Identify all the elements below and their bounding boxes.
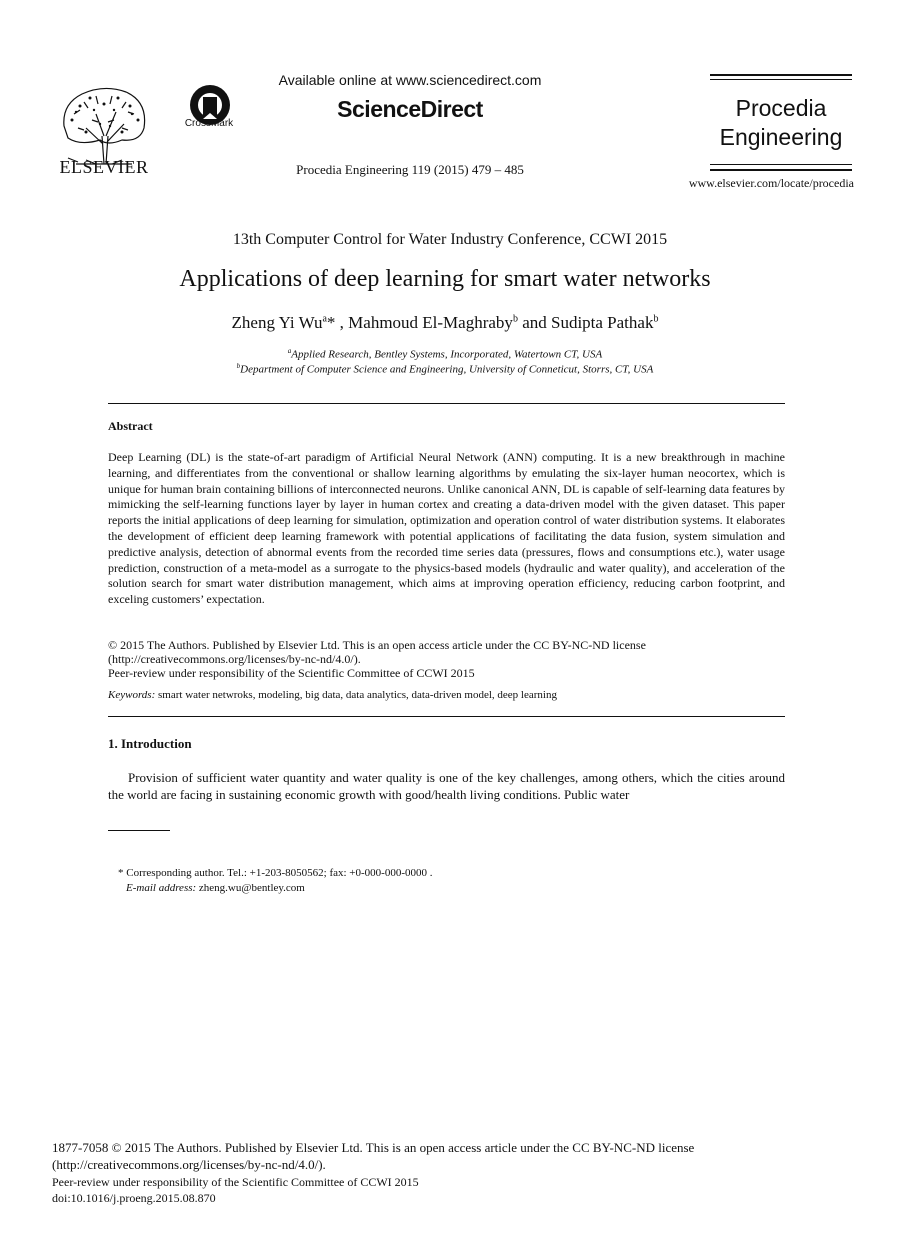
journal-title-rule <box>710 164 852 165</box>
crossmark-label: CrossMark <box>184 118 234 129</box>
author-affiliation-mark: b <box>653 313 659 325</box>
author-affiliation-mark: a <box>322 313 327 325</box>
affiliation <box>60 362 830 376</box>
divider <box>108 403 785 404</box>
journal-title-rule <box>710 79 852 80</box>
peer-review-notice: Peer-review under responsibility of the Scientific Committee of CCWI 2015 <box>108 666 475 680</box>
author-name: Zheng Yi Wu <box>231 313 323 332</box>
affiliation-mark: b <box>236 362 241 370</box>
section-heading: 1. Introduction <box>108 736 192 751</box>
author-list <box>40 313 850 333</box>
author-name: Sudipta Pathak <box>550 313 654 332</box>
license-link[interactable]: (http://creativecommons.org/licenses/by-nc-nd/4.0/). <box>108 652 361 666</box>
divider <box>108 716 785 717</box>
introduction-body: Provision of sufficient water quantity and water quality is one of the key challenges, among others, which the cities around the world are facing in sustaining economic growth with good/health living conditions. Public water <box>108 770 785 802</box>
journal-url-link[interactable]: www.elsevier.com/locate/procedia <box>688 176 854 190</box>
affiliation-text: Applied Research, Bentley Systems, Incorporated, Watertown CT, USA <box>291 348 603 361</box>
footnote-rule <box>108 830 170 831</box>
footer-issn-license: 1877-7058 © 2015 The Authors. Published by Elsevier Ltd. This is an open access article under the CC BY-NC-ND license <box>52 1140 695 1155</box>
author-separator: and <box>517 313 551 332</box>
author-name: Mahmoud El-Maghraby <box>348 313 513 332</box>
journal-reference: Procedia Engineering 119 (2015) 479 – 485 <box>296 162 524 177</box>
corresponding-author-note: * Corresponding author. Tel.: +1-203-8050562; fax: +0-000-000-0000 . <box>118 867 433 879</box>
email-label: E-mail address: <box>126 882 197 894</box>
abstract-body: Deep Learning (DL) is the state-of-art paradigm of Artificial Neural Network (ANN) computing. It is a new breakthrough in machine learning, and differentiates from the conventional or shallow learning algorithms by emulating the six-layer human neocortex, which is unique for human brain containing billions of interconnected neurons. Unlike canonical ANN, DL is capable of self-learning data features by mimicking the self-learning functions layer by layer in human cortex and creating a data-driven model with the given dataset. This paper reports the initial applications of deep learning for simulation, optimization and operation control of water distribution systems. It elaborates the development of efficient deep learning framework with potential applications of facilitating the data fusion, system simulation and predictive analysis, detection of abnormal events from the recorded time series data (pressures, flows and consumptions etc.), water usage prediction, construction of a meta-model as a surrogate to the physics-based models (hydraulic and water quality), and acceleration of the solution search for smart water distribution management, which aims at improving operation efficiency, reducing carbon footprint, and exceling customers’ expectation. <box>108 450 786 607</box>
journal-title <box>710 94 852 152</box>
corresponding-mark: * <box>326 313 336 332</box>
publisher-name: ELSEVIER <box>59 157 149 177</box>
affiliation-text: Department of Computer Science and Engineering, University of Conneticut, Storrs, CT, USA <box>240 363 654 376</box>
abstract-heading: Abstract <box>108 419 153 433</box>
journal-title-rule <box>710 74 852 76</box>
affiliation <box>60 347 830 361</box>
footer-doi[interactable]: doi:10.1016/j.proeng.2015.08.870 <box>52 1191 216 1205</box>
author-separator: , <box>335 313 349 332</box>
available-online: Available online at www.sciencedirect.com <box>278 72 542 88</box>
sciencedirect-logo[interactable]: ScienceDirect <box>337 96 483 122</box>
footer-peer-review: Peer-review under responsibility of the Scientific Committee of CCWI 2015 <box>52 1175 419 1189</box>
journal-title-rule <box>710 169 852 171</box>
copyright-notice: © 2015 The Authors. Published by Elsevier Ltd. This is an open access article under the CC BY-NC-ND license <box>108 638 646 652</box>
email-address[interactable]: zheng.wu@bentley.com <box>196 882 305 894</box>
email-note <box>126 882 305 894</box>
keywords <box>108 689 785 703</box>
author-affiliation-mark: b <box>512 313 518 325</box>
affiliation-mark: a <box>287 347 292 355</box>
footer-license-link[interactable]: (http://creativecommons.org/licenses/by-nc-nd/4.0/). <box>52 1157 326 1172</box>
journal-title-line: Procedia <box>735 95 827 121</box>
paper-title: Applications of deep learning for smart water networks <box>179 266 711 292</box>
journal-title-line: Engineering <box>719 124 843 150</box>
keywords-list: smart water netwroks, modeling, big data, data analytics, data-driven model, deep learning <box>155 689 557 701</box>
keywords-label: Keywords: <box>108 689 156 701</box>
conference-name: 13th Computer Control for Water Industry Conference, CCWI 2015 <box>232 231 668 248</box>
